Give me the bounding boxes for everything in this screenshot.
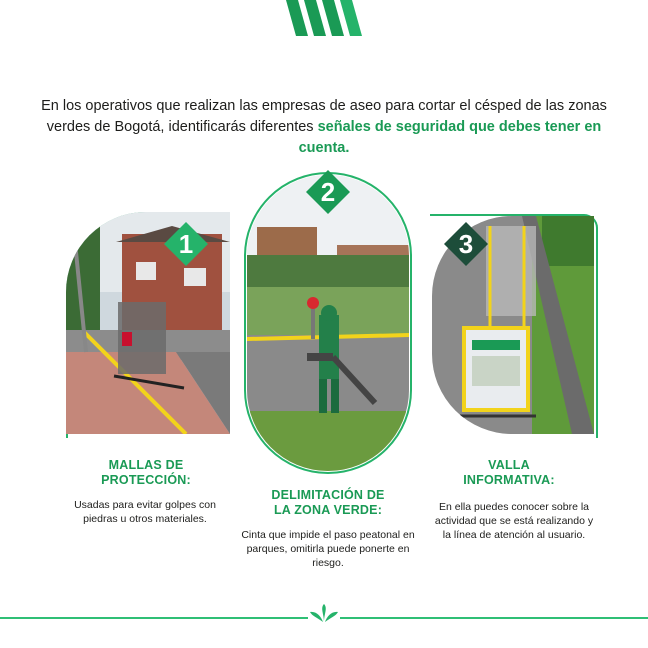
intro-text: En los operativos que realizan las empresas de aseo para cortar el césped de las zonas verdes de Bogotá, identificarás diferentes señales de seguridad que debes tener en cuenta. (41, 98, 607, 156)
stripes-logo-icon (286, 0, 366, 36)
card-2-number: 2 (320, 177, 336, 207)
card-1-number: 1 (178, 229, 194, 259)
card-2-title: DELIMITACIÓN DE LA ZONA VERDE: (271, 488, 385, 517)
card-1-title: MALLAS DE PROTECCIÓN: (101, 458, 191, 487)
card-3-title: VALLA INFORMATIVA: (463, 458, 555, 487)
intro-highlight: señales de seguridad que debes tener en cuenta. (298, 119, 602, 156)
card-3-description: En ella puedes conocer sobre la actividad que se está realizando y la línea de atención al usuario. (434, 501, 594, 541)
card-2-number-badge (306, 170, 350, 214)
card-3-number-badge (444, 222, 488, 266)
card-2-description: Cinta que impide el paso peatonal en parques, omitirla puede ponerte en riesgo. (241, 529, 415, 569)
card-2-photo (247, 175, 409, 471)
card-1-description: Usadas para evitar golpes con piedras u otros materiales. (74, 499, 216, 525)
card-3-number: 3 (458, 229, 474, 259)
leaf-icon (308, 604, 340, 624)
card-1-number-badge (164, 222, 208, 266)
